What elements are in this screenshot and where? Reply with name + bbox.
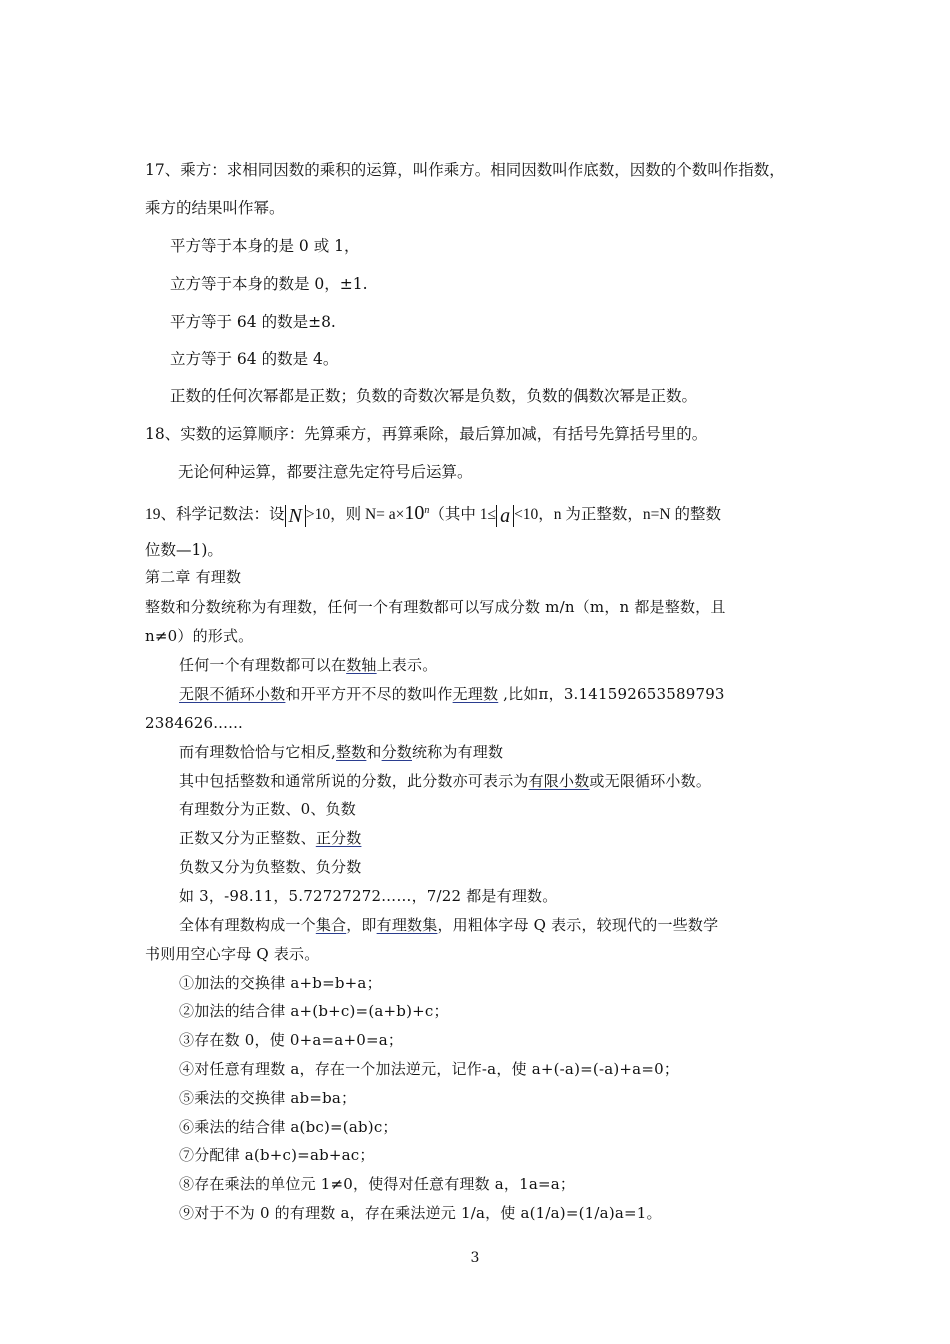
irrational-number-link[interactable]: 无理数 [452, 685, 499, 703]
finite-text-b: 或无限循环小数。 [589, 772, 712, 790]
integer-link[interactable]: 整数 [335, 743, 367, 761]
rule-4-text: ④对任意有理数 a，存在一个加法逆元，记作-a，使 a+(-a)=(-a)+a=0； [179, 1060, 680, 1078]
rule-6-text: ⑥乘法的结合律 a(bc)=(ab)c； [179, 1118, 398, 1136]
item-18-line1: 18、实数的运算顺序：先算乘方，再算乘除，最后算加减，有括号先算括号里的。 [145, 425, 708, 443]
set-text-c: ，用粗体字母 Q 表示，较现代的一些数学 [437, 916, 719, 934]
set-text-b: ，即 [346, 916, 377, 934]
number-line-paragraph [179, 655, 437, 675]
positive-classification-paragraph [179, 828, 361, 848]
rational-set-line2: 书则用空心字母 Q 表示。 [145, 945, 320, 963]
finite-text-a: 其中包括整数和通常所说的分数，此分数亦可表示为 [179, 772, 529, 790]
ten-base: 10 [404, 502, 425, 524]
positive-fraction-link[interactable]: 正分数 [315, 829, 362, 847]
number-line-link[interactable]: 数轴 [346, 656, 377, 674]
opposite-text-c: 统称为有理数 [412, 743, 504, 761]
item-19-line2: 位数—1)。 [145, 541, 223, 559]
item-19-line1 [145, 501, 721, 527]
set-link[interactable]: 集合 [315, 916, 347, 934]
rational-classification-text: 有理数分为正数、0、负数 [179, 800, 356, 818]
item-19-range-end: <10，n 为正整数，n=N 的整数 [514, 506, 721, 523]
rule-5-text: ⑤乘法的交换律 ab=ba； [179, 1089, 357, 1107]
finite-decimal-paragraph [179, 771, 711, 791]
negative-classification-text: 负数又分为负整数、负分数 [179, 858, 362, 876]
power-sign-rule-text: 正数的任何次幂都是正数；负数的奇数次幂是负数，负数的偶数次幂是正数。 [170, 387, 698, 405]
cube-64-text: 立方等于 64 的数是 4。 [170, 350, 339, 368]
pi-digits-continued: 2384626...... [145, 714, 244, 732]
rule-8-text: ⑧存在乘法的单位元 1≠0，使得对任意有理数 a，1a=a； [179, 1175, 576, 1193]
exponent-n: n [424, 505, 430, 516]
page-number: 3 [470, 1250, 480, 1266]
square-64-text: 平方等于 64 的数是±8. [170, 313, 336, 331]
rule-9-text: ⑨对于不为 0 的有理数 a，存在乘法逆元 1/a，使 a(1/a)=(1/a)a=1。 [179, 1204, 662, 1222]
finite-decimal-link[interactable]: 有限小数 [528, 772, 590, 790]
square-self-text: 平方等于本身的是 0 或 1， [170, 237, 360, 255]
item-19-prefix: 19、科学记数法：设 [145, 506, 285, 523]
non-repeating-decimal-link[interactable]: 无限不循环小数 [179, 685, 286, 703]
number-line-text-a: 任何一个有理数都可以在 [179, 656, 347, 674]
fraction-link[interactable]: 分数 [381, 743, 412, 761]
irrational-text-b: ,比如π，3.141592653589793 [498, 685, 725, 703]
rule-2-text: ②加法的结合律 a+(b+c)=(a+b)+c； [179, 1002, 449, 1020]
cube-self-text: 立方等于本身的数是 0，±1. [170, 275, 368, 293]
rational-examples-text: 如 3，-98.11，5.72727272……，7/22 都是有理数。 [179, 887, 558, 905]
item-19-condition: >10，则 N= a× [305, 506, 405, 523]
rational-set-paragraph [179, 915, 718, 935]
positive-text-a: 正数又分为正整数、 [179, 829, 316, 847]
rational-opposite-paragraph [179, 742, 503, 762]
item-17-line1: 17、乘方：求相同因数的乘积的运算，叫作乘方。相同因数叫作底数，因数的个数叫作指数， [145, 161, 785, 179]
opposite-text-b: 和 [366, 743, 382, 761]
abs-a-expression: a [496, 505, 514, 527]
rational-definition-line2: n≠0）的形式。 [145, 627, 254, 645]
abs-N-expression: N [285, 505, 306, 527]
irrational-text-a: 和开平方开不尽的数叫作 [285, 685, 453, 703]
rational-set-link[interactable]: 有理数集 [376, 916, 438, 934]
set-text-a: 全体有理数构成一个 [179, 916, 316, 934]
item-17-line2: 乘方的结果叫作幂。 [145, 199, 285, 217]
rule-7-text: ⑦分配律 a(b+c)=ab+ac； [179, 1146, 375, 1164]
opposite-text-a: 而有理数恰恰与它相反, [179, 743, 336, 761]
rule-1-text: ①加法的交换律 a+b=b+a； [179, 974, 382, 992]
chapter-2-heading: 第二章 有理数 [145, 568, 242, 586]
item-18-line2: 无论何种运算，都要注意先定符号后运算。 [178, 463, 473, 481]
rational-definition-line1: 整数和分数统称为有理数，任何一个有理数都可以写成分数 m/n（m，n 都是整数，且 [145, 598, 726, 616]
number-line-text-b: 上表示。 [376, 656, 438, 674]
irrational-paragraph [179, 684, 725, 704]
rule-3-text: ③存在数 0，使 0+a=a+0=a； [179, 1031, 404, 1049]
item-19-range-start: （其中 1≤ [429, 506, 497, 523]
